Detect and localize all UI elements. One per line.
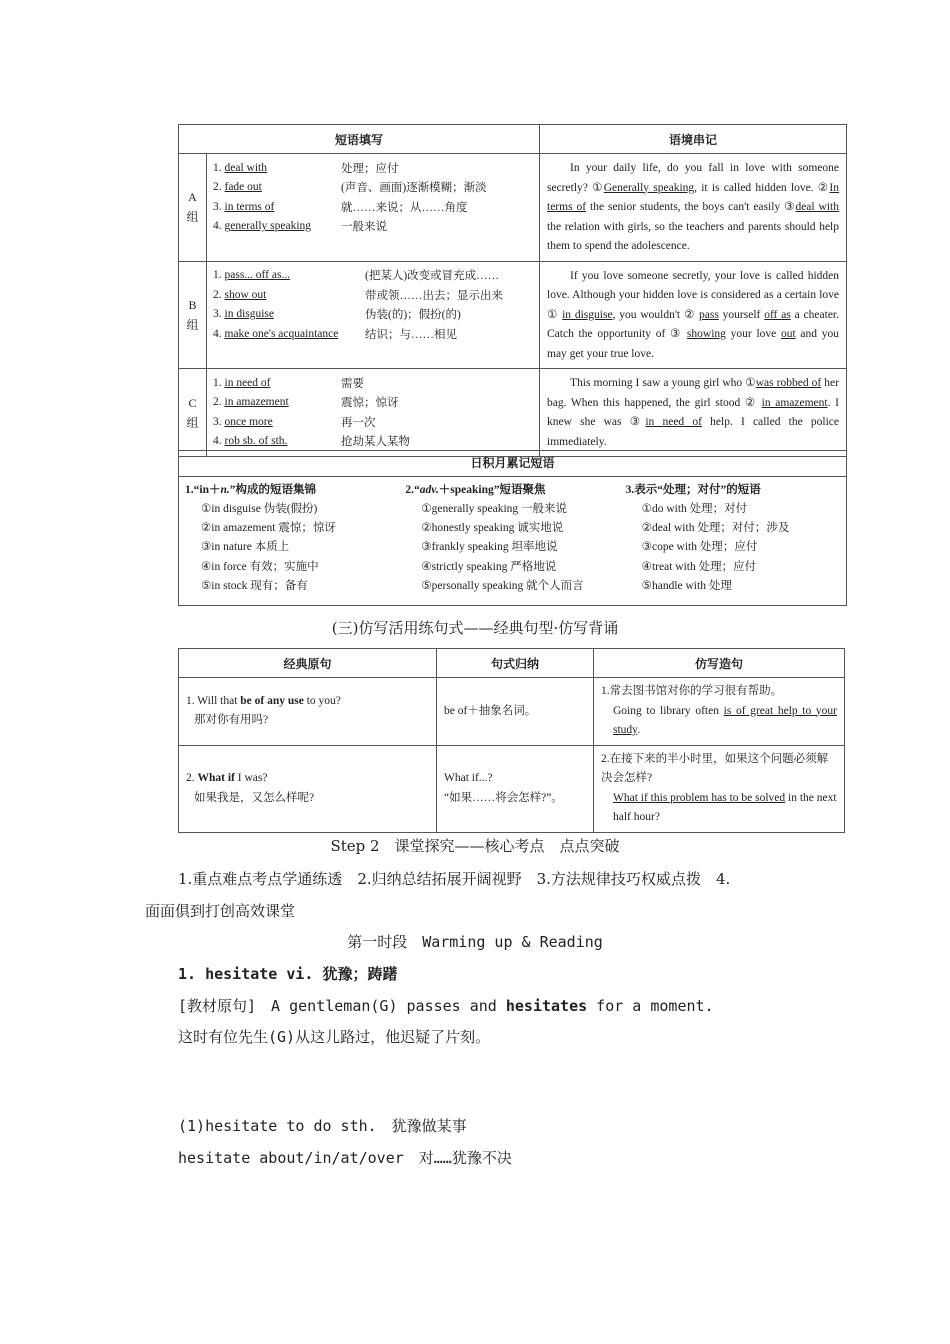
step2-title: Step 2 课堂探究——核心考点 点点突破 [330,837,620,855]
list-item: ④strictly speaking 严格地说 [421,560,557,573]
list-item: ③frankly speaking 坦率地说 [421,541,558,554]
phrase-item: 4. make one's acquaintance 结识；与……相见 [213,327,457,341]
list-item: ⑤in stock 现有；备有 [201,579,308,592]
section-three-title: (三)仿写活用练句式——经典句型·仿写背诵 [331,619,619,637]
original-translation: 这时有位先生(G)从这儿路过，他迟疑了片刻。 [178,1028,491,1046]
group-label-a: A 组 [179,154,207,262]
accumulate-phrases-box [178,450,847,606]
phrase-item: 1. in need of 需要 [213,376,364,390]
phrase-item: 2. in amazement 震惊；惊讶 [213,396,399,410]
imitation-2: 2.在接下来的半小时里，如果这个问题必须解决会怎样? What if this problem has to be solved in the next half hour? [594,745,845,832]
list-item: ④in force 有效；实施中 [201,560,319,573]
phrase-item: 3. in terms of 就……来说；从……角度 [213,200,468,214]
group-a-items [207,154,540,262]
list-item: ①in disguise 伪装(假扮) [201,503,318,515]
imitation-header: 仿写造句 [594,649,845,678]
column-title: 3.表示“处理；对付”的短语 [625,484,761,496]
context-header: 语境串记 [540,125,847,154]
original-sentence-header: 经典原句 [179,649,437,678]
list-item: ①generally speaking 一般来说 [421,503,568,515]
phrase-item: 2. show out 带或领……出去；显示出来 [213,288,503,302]
group-b-items [207,261,540,369]
list-item: ③cope with 处理；应付 [641,541,758,554]
column-title: 2.“adv.＋speaking”短语聚焦 [405,484,546,496]
list-item: ⑤personally speaking 就个人而言 [421,579,584,592]
usage-1: (1)hesitate to do sth. 犹豫做某事 [178,1117,467,1135]
pattern-1: be of＋抽象名词。 [437,678,594,746]
speaking-phrases-column [405,481,625,596]
phrase-item: 3. in disguise 伪装(的)；假扮(的) [213,308,461,322]
original-sentence-2: 2. What if I was? 如果我是，又怎么样呢? [179,745,437,832]
context-a: In your daily life, do you fall in love with someone secretly? ①Generally speaking, it is called hidden love. ②In terms of the senior students, the boys can't easily ③deal with the relation with girls, so the teachers and parents should help them to spend the adolescence. [540,154,847,262]
handle-phrases-column [626,481,846,596]
phrase-item: 1. pass... off as... (把某人)改变或冒充成…… [213,269,500,283]
in-phrases-column [185,481,405,596]
word-heading: 1. hesitate vi. 犹豫；踌躇 [178,965,398,983]
phrase-table [178,124,847,457]
list-item: ②honestly speaking 诚实地说 [421,522,564,535]
sentence-pattern-table [178,648,845,833]
phrase-item: 4. rob sb. of sth. 抢劫某人某物 [213,435,410,449]
pattern-header: 句式归纳 [437,649,594,678]
original-sentence-1: 1. Will that be of any use to you? 那对你有用吗? [179,678,437,746]
context-c: This morning I saw a young girl who ①was robbed of her bag. When this happened, the girl stood ② in amazement. I knew she was ③in need of help. I called the police immediately. [540,369,847,457]
group-c-items [207,369,540,457]
phrase-fill-header: 短语填写 [179,125,540,154]
list-item: ①do with 处理；对付 [641,503,748,515]
pattern-2: What if...? “如果……将会怎样?”。 [437,745,594,832]
list-item: ②in amazement 震惊；惊讶 [201,522,336,535]
list-item: ④treat with 处理；应付 [641,560,757,573]
context-b: If you love someone secretly, your love is called hidden love. Although your hidden love is considered as a certain love ① in disguise, you wouldn't ② pass yourself off as a cheater. Catch the opportunity of ③ showing your love out and you may get your true love. [540,261,847,369]
list-item: ⑤handle with 处理 [641,579,732,592]
phrase-item: 3. once more 再一次 [213,415,376,429]
accumulate-title: 日积月累记短语 [179,451,846,477]
period-title: 第一时段 Warming up & Reading [347,933,603,951]
usage-2: hesitate about/in/at/over 对……犹豫不决 [178,1149,512,1167]
phrase-item: 1. deal with 处理；应付 [213,161,399,175]
phrase-item: 2. fade out (声音、画面)逐渐模糊；渐淡 [213,181,487,195]
original-sentence: [教材原句] A gentleman(G) passes and hesitates for a moment. [178,997,714,1015]
phrase-item: 4. generally speaking 一般来说 [213,220,387,234]
list-item: ②deal with 处理；对付；涉及 [641,522,790,535]
intro-line-2: 面面俱到打创高效课堂 [145,902,296,920]
group-label-b: B 组 [179,261,207,369]
imitation-1: 1.常去图书馆对你的学习很有帮助。 Going to library often is of great help to your study. [594,678,845,746]
column-title: 1.“in＋n.”构成的短语集锦 [185,484,316,496]
list-item: ③in nature 本质上 [201,541,290,554]
intro-line-1: 1.重点难点考点学通练透 2.归纳总结拓展开阔视野 3.方法规律技巧权威点拨 4. [178,870,731,888]
group-label-c: C 组 [179,369,207,457]
